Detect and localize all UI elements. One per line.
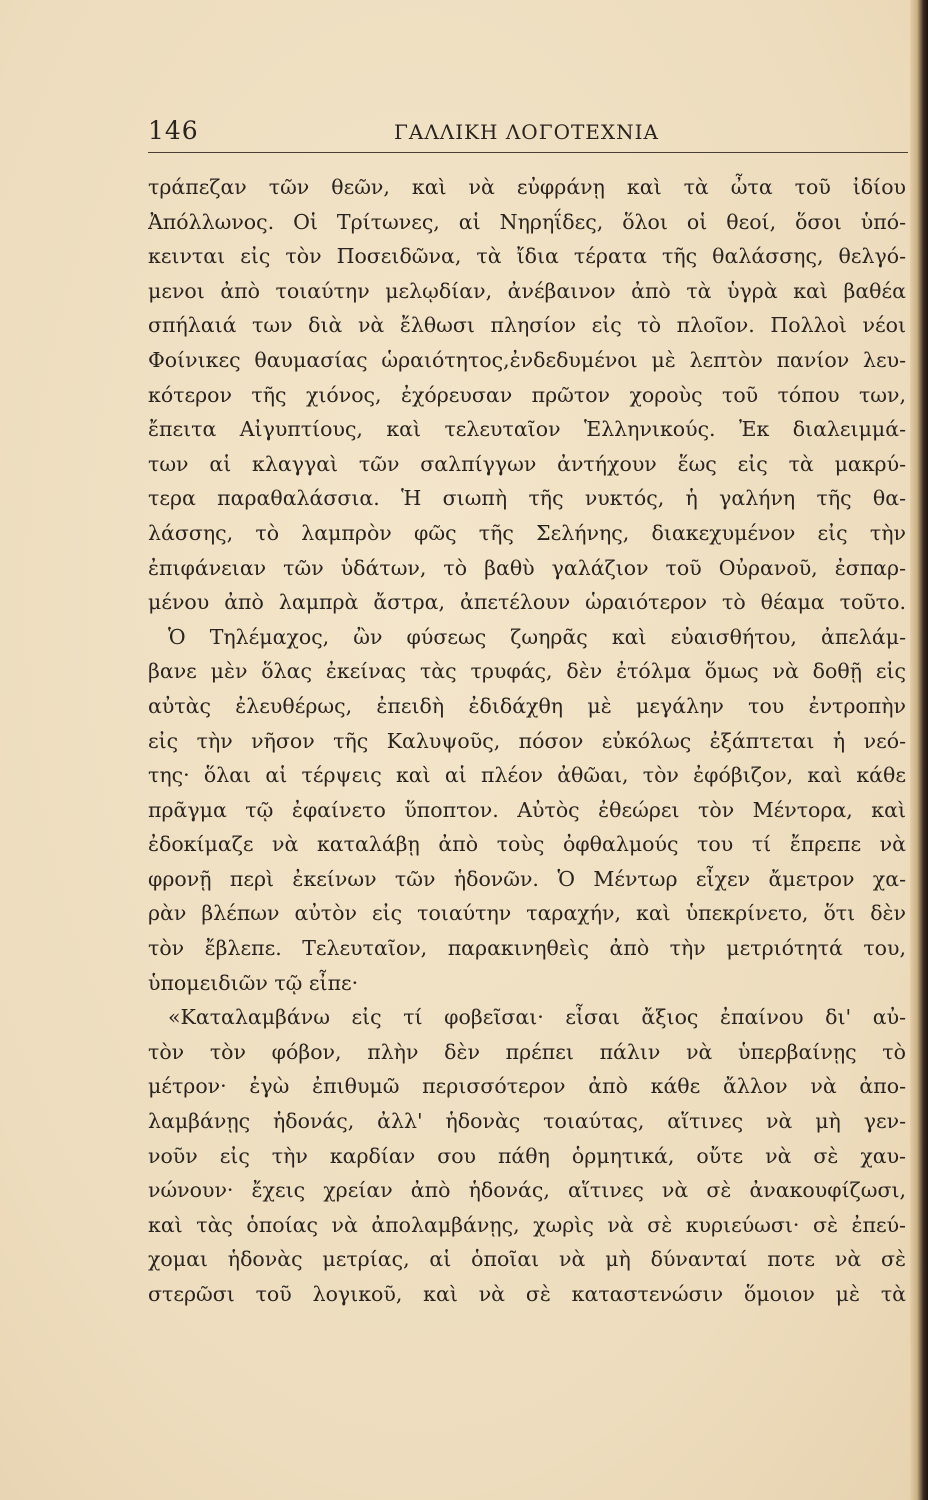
text-line: της· ὅλαι αἱ τέρψεις καὶ αἱ πλέον ἀθῶαι, τὸν ἐφόβιζον, καὶ κάθε <box>148 763 906 788</box>
text-line: ἐπιφάνειαν τῶν ὑδάτων, τὸ βαθὺ γαλάζιον τοῦ Οὐρανοῦ, ἐσπαρ- <box>148 555 906 580</box>
text-line: ρὰν βλέπων αὐτὸν εἰς τοιαύτην ταραχήν, καὶ ὑπεκρίνετο, ὅτι δὲν <box>148 901 906 926</box>
text-line: ἔπειτα Αἰγυπτίους, καὶ τελευταῖον Ἑλληνικούς. Ἐκ διαλειμμά- <box>148 417 906 442</box>
text-line: χομαι ἡδονὰς μετρίας, αἱ ὁποῖαι νὰ μὴ δύνανταί ποτε νὰ σὲ <box>148 1247 906 1272</box>
text-line: νοῦν εἰς τὴν καρδίαν σου πάθη ὁρμητικά, οὔτε νὰ σὲ χαυ- <box>148 1143 906 1168</box>
text-line: μένου ἀπὸ λαμπρὰ ἄστρα, ἀπετέλουν ὡραιότερον τὸ θέαμα τοῦτο. <box>148 590 906 615</box>
text-line: Ὁ Τηλέμαχος, ὢν φύσεως ζωηρᾶς καὶ εὐαισθήτου, ἀπελάμ- <box>168 624 906 649</box>
text-line: Ἀπόλλωνος. Οἱ Τρίτωνες, αἱ Νηρηΐδες, ὅλοι οἱ θεοί, ὅσοι ὑπό- <box>148 209 906 234</box>
text-line: μενοι ἀπὸ τοιαύτην μελῳδίαν, ἀνέβαινον ἀπὸ τὰ ὑγρὰ καὶ βαθέα <box>148 278 906 303</box>
text-line: λαμβάνῃς ἡδονάς, ἀλλ' ἡδονὰς τοιαύτας, αἵτινες νὰ μὴ γεν- <box>148 1109 906 1134</box>
text-line: κότερον τῆς χιόνος, ἐχόρευσαν πρῶτον χοροὺς τοῦ τόπου των, <box>148 382 906 407</box>
text-line: σπήλαιά των διὰ νὰ ἔλθωσι πλησίον εἰς τὸ πλοῖον. Πολλοὶ νέοι <box>148 313 906 338</box>
text-line: ἐδοκίμαζε νὰ καταλάβῃ ἀπὸ τοὺς ὀφθαλμούς του τί ἔπρεπε νὰ <box>148 832 906 857</box>
text-line: νώνουν· ἔχεις χρείαν ἀπὸ ἡδονάς, αἵτινες νὰ σὲ ἀνακουφίζωσι, <box>148 1178 906 1203</box>
text-line: μέτρον· ἐγὼ ἐπιθυμῶ περισσότερον ἀπὸ κάθε ἄλλον νὰ ἀπο- <box>148 1074 906 1099</box>
text-line: τὸν ἔβλεπε. Τελευταῖον, παρακινηθεὶς ἀπὸ τὴν μετριότητά του, <box>148 936 906 961</box>
text-line: στερῶσι τοῦ λογικοῦ, καὶ νὰ σὲ καταστενώσιν ὅμοιον μὲ τὰ <box>148 1282 906 1306</box>
text-line: Φοίνικες θαυμασίας ὡραιότητος,ἐνδεδυμένοι μὲ λεπτὸν πανίον λευ- <box>148 347 906 372</box>
book-spine-shadow <box>910 0 928 1500</box>
text-line: εἰς τὴν νῆσον τῆς Καλυψοῦς, πόσον εὐκόλως ἐξάπτεται ἡ νεό- <box>148 728 906 753</box>
text-line: ὑπομειδιῶν τῷ εἶπε· <box>148 970 359 995</box>
text-line: τερα παραθαλάσσια. Ἡ σιωπὴ τῆς νυκτός, ἡ γαλήνη τῆς θα- <box>148 486 906 511</box>
text-line: φρονῇ περὶ ἐκείνων τῶν ἡδονῶν. Ὁ Μέντωρ εἶχεν ἄμετρον χα- <box>148 866 906 891</box>
text-line: των αἱ κλαγγαὶ τῶν σαλπίγγων ἀντήχουν ἕως εἰς τὰ μακρύ- <box>148 451 906 476</box>
text-line: λάσσης, τὸ λαμπρὸν φῶς τῆς Σελήνης, διακεχυμένον εἰς τὴν <box>148 520 906 545</box>
text-line: βανε μὲν ὅλας ἐκείνας τὰς τρυφάς, δὲν ἐτόλμα ὅμως νὰ δοθῇ εἰς <box>148 659 906 684</box>
text-line: καὶ τὰς ὁποίας νὰ ἀπολαμβάνῃς, χωρὶς νὰ σὲ κυριεύωσι· σὲ ἐπεύ- <box>148 1212 906 1237</box>
text-line: «Καταλαμβάνω εἰς τί φοβεῖσαι· εἶσαι ἄξιος ἐπαίνου δι' αὐ- <box>168 1005 906 1030</box>
header-rule <box>148 152 908 153</box>
text-line: τὸν τὸν φόβον, πλὴν δὲν πρέπει πάλιν νὰ ὑπερβαίνῃς τὸ <box>148 1039 906 1064</box>
text-line: αὐτὰς ἐλευθέρως, ἐπειδὴ ἐδιδάχθη μὲ μεγάλην του ἐντροπὴν <box>148 693 906 718</box>
text-line: κεινται εἰς τὸν Ποσειδῶνα, τὰ ἴδια τέρατα τῆς θαλάσσης, θελγό- <box>148 244 906 269</box>
page-header <box>148 112 900 148</box>
running-title: ΓΑΛΛΙΚΗ ΛΟΓΟΤΕΧΝΙΑ <box>394 120 659 144</box>
body-text <box>148 170 906 1312</box>
text-line: τράπεζαν τῶν θεῶν, καὶ νὰ εὐφράνῃ καὶ τὰ ὦτα τοῦ ἰδίου <box>148 175 906 199</box>
text-line: πρᾶγμα τῷ ἐφαίνετο ὕποπτον. Αὐτὸς ἐθεώρει τὸν Μέντορα, καὶ <box>148 797 906 822</box>
page-number: 146 <box>148 116 199 145</box>
